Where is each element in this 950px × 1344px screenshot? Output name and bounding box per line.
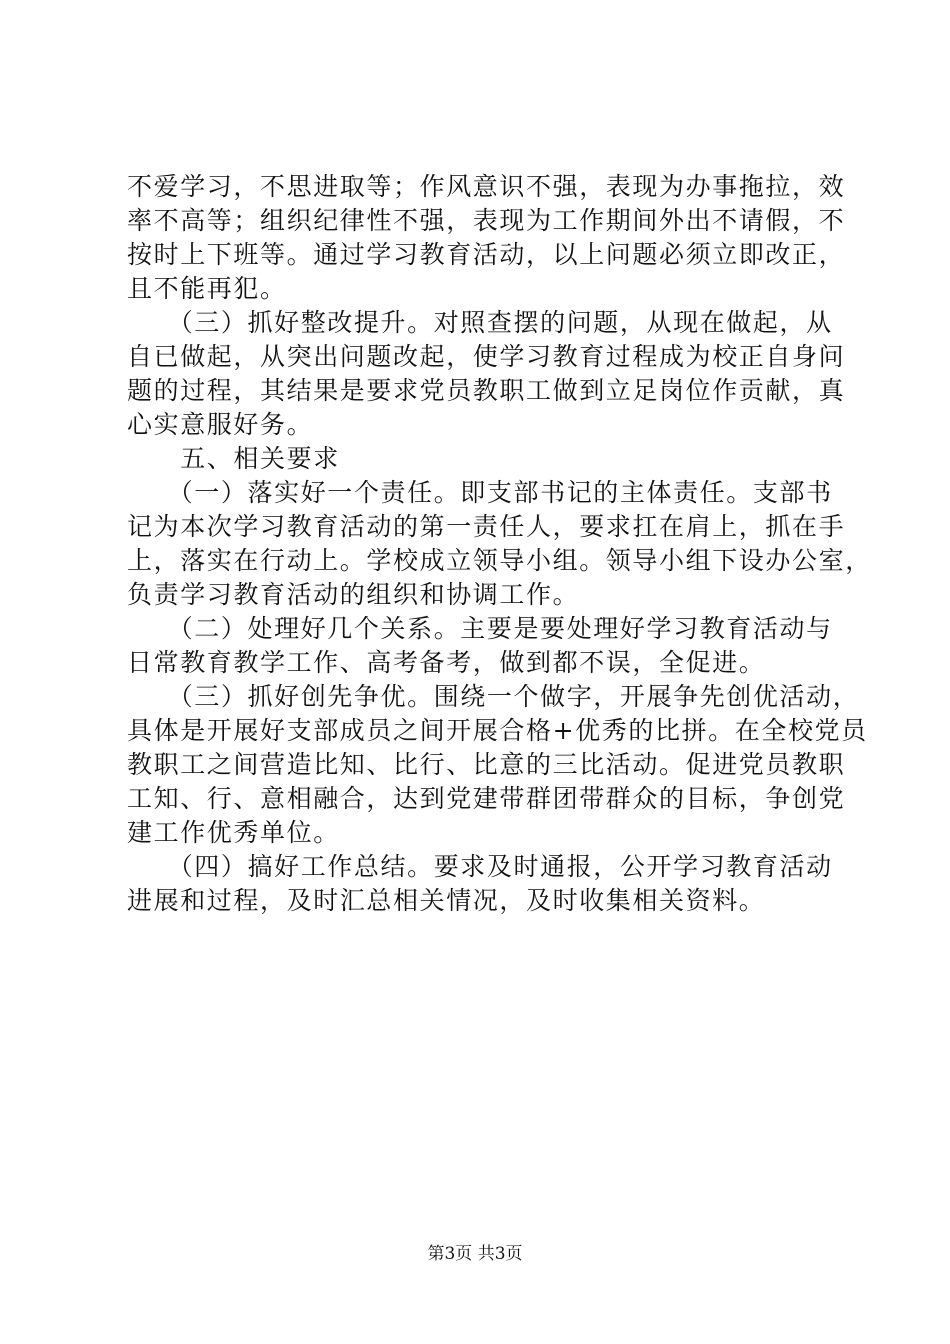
text-line: （三）抓好创先争优。围绕一个做字，开展争先创优活动， <box>127 682 860 711</box>
text-line: 上，落实在行动上。学校成立领导小组。领导小组下设办公室， <box>127 546 872 575</box>
text-line: 教职工之间营造比知、比行、比意的三比活动。促进党员教职 <box>127 750 846 779</box>
text-line: （二）处理好几个关系。主要是要处理好学习教育活动与 <box>127 614 833 643</box>
page-number-footer: 第3页 共3页 <box>427 1244 523 1264</box>
text-line: 具体是开展好支部成员之间开展合格+优秀的比拼。在全校党员 <box>127 716 868 745</box>
text-line: 心实意服好务。 <box>127 410 314 439</box>
text-line: 负责学习教育活动的组织和协调工作。 <box>127 580 580 609</box>
text-line: 按时上下班等。通过学习教育活动，以上问题必须立即改正， <box>127 240 846 269</box>
text-line: 自已做起，从突出问题改起，使学习教育过程成为校正自身问 <box>127 342 846 371</box>
text-line: 率不高等；组织纪律性不强，表现为工作期间外出不请假，不 <box>127 206 846 235</box>
text-line: 进展和过程，及时汇总相关情况，及时收集相关资料。 <box>127 886 766 915</box>
text-line: （三）抓好整改提升。对照查摆的问题，从现在做起，从 <box>127 308 833 337</box>
section-heading: 五、相关要求 <box>127 444 340 473</box>
text-line: 记为本次学习教育活动的第一责任人，要求扛在肩上，抓在手 <box>127 512 846 541</box>
text-line: 且不能再犯。 <box>127 274 287 303</box>
text-line: 建工作优秀单位。 <box>127 818 340 847</box>
text-line: （一）落实好一个责任。即支部书记的主体责任。支部书 <box>127 478 833 507</box>
text-line: 不爱学习，不思进取等；作风意识不强，表现为办事拖拉，效 <box>127 172 846 201</box>
text-line: 日常教育教学工作、高考备考，做到都不误，全促进。 <box>127 648 766 677</box>
text-line: （四）搞好工作总结。要求及时通报，公开学习教育活动 <box>127 852 833 881</box>
text-line: 工知、行、意相融合，达到党建带群团带群众的目标，争创党 <box>127 784 846 813</box>
text-line: 题的过程，其结果是要求党员教职工做到立足岗位作贡献，真 <box>127 376 846 405</box>
